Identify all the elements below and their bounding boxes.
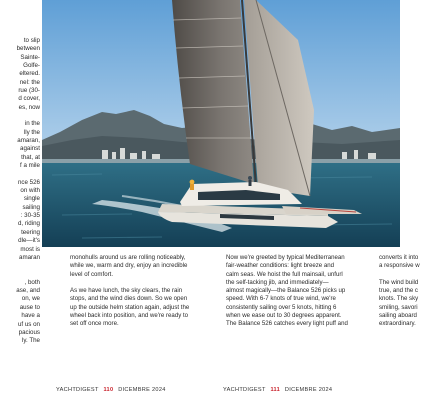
text-line: between <box>16 45 40 53</box>
text-line: sailing <box>22 203 40 211</box>
page-footer-left <box>56 387 166 393</box>
left-text-column <box>0 37 40 346</box>
text-line: extraordinary. <box>379 320 416 328</box>
text-line: fair-weather conditions: light breeze and <box>226 262 335 270</box>
text-line: Sainte- <box>20 53 40 61</box>
text-line: The wind build <box>379 278 419 286</box>
text-line: calm seas. We hoist the full mainsail, unfurl <box>226 270 343 278</box>
text-line: Now we're greeted by typical Mediterranean <box>226 254 345 261</box>
page-footer-right <box>223 387 332 393</box>
text-line: smiling, savori <box>379 303 418 311</box>
paragraph-gap <box>70 279 214 287</box>
text-line: , both <box>24 278 40 286</box>
text-line: true, and the c <box>379 287 418 295</box>
paragraph-gap <box>379 271 439 279</box>
paragraph-gap <box>0 170 40 178</box>
text-line: pacious <box>18 328 40 336</box>
text-line: amaran, <box>17 137 40 145</box>
text-line: in the <box>24 120 40 128</box>
text-line: Golfe- <box>23 62 40 70</box>
text-line: sailing aboard <box>379 312 417 320</box>
text-line: stops, and the wind dies down. So we open <box>70 295 188 303</box>
text-line: on, we <box>21 295 40 303</box>
body-text-column-right <box>379 254 439 329</box>
issue-date: DICEMBRE 2024 <box>284 387 333 393</box>
text-line: wheel back into position, and we're ready to <box>70 312 189 320</box>
text-line: almost magically—the Balance 526 picks up <box>226 287 346 295</box>
page-number: 110 <box>103 387 114 393</box>
text-line: nel: the <box>19 78 40 86</box>
text-line: when we ease out to 30 degrees apparent. <box>226 312 342 320</box>
text-line: d, riding <box>17 220 40 228</box>
catamaran-photo <box>42 0 400 247</box>
text-line: speed. With 6-7 knots of true wind, we're <box>226 295 336 303</box>
paragraph-gap <box>0 262 40 270</box>
page-number: 111 <box>270 387 281 393</box>
text-line: ase, and <box>16 287 40 295</box>
text-line: to slip <box>23 37 40 44</box>
paragraph-gap <box>0 270 40 278</box>
text-line: As we have lunch, the sky clears, the rain <box>70 287 183 295</box>
text-line: up the outside helm station again, adjust the <box>70 303 190 311</box>
text-line: d cover, <box>18 95 40 103</box>
text-line: set off once more. <box>70 320 119 328</box>
body-text-column-middle <box>226 254 368 329</box>
text-line: teering <box>21 228 40 236</box>
text-line: the self-tacking jib, and immediately— <box>226 278 329 286</box>
magazine-name: YACHTDIGEST <box>56 387 99 393</box>
text-line: consistently sailing over 5 knots, hitting 6 <box>226 303 337 311</box>
text-line: nce 526 <box>17 178 40 186</box>
text-line: level of comfort. <box>70 270 114 278</box>
text-line: lly the <box>23 128 40 136</box>
text-line: have a <box>21 312 40 320</box>
text-line: on with <box>20 187 40 195</box>
text-line: against <box>20 145 40 153</box>
magazine-name: YACHTDIGEST <box>223 387 266 393</box>
text-line: uf us on <box>17 320 40 328</box>
text-line: most is <box>20 245 40 253</box>
issue-date: DICEMBRE 2024 <box>118 387 166 393</box>
text-line: f a mile <box>20 162 40 170</box>
text-line: ause to <box>19 303 40 311</box>
text-line: amaran <box>19 253 40 261</box>
paragraph-gap <box>0 112 40 120</box>
text-line: a responsive w <box>379 262 420 270</box>
text-line: while we, warm and dry, enjoy an incredible <box>70 262 188 270</box>
text-line: rue (30- <box>18 87 40 95</box>
text-line: that, at <box>21 153 40 161</box>
text-line: ly. The <box>22 337 40 345</box>
text-line: : 30-35 <box>20 212 40 220</box>
text-line: The Balance 526 catches every light puff and <box>226 320 348 328</box>
text-line: es, now <box>18 103 40 111</box>
text-line: eltered. <box>19 70 40 78</box>
text-line: knots. The sky <box>379 295 419 303</box>
text-line: single <box>23 195 40 203</box>
text-line: converts it into <box>379 254 419 261</box>
text-line: monohulls around us are rolling noticeably, <box>70 254 186 261</box>
text-line: dle—it's <box>18 237 40 245</box>
body-text-column-left <box>70 254 214 329</box>
